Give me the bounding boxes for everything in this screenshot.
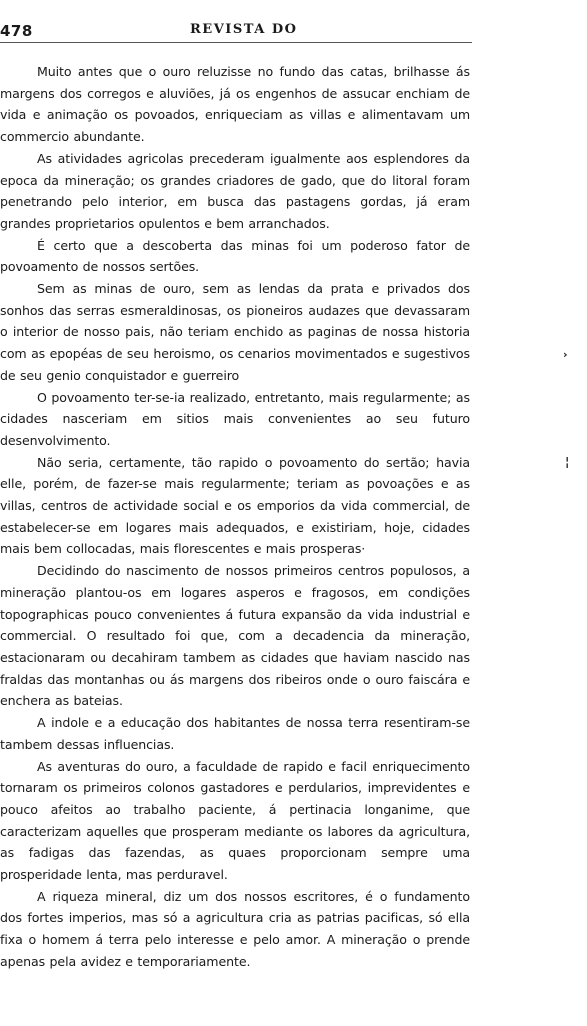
paragraph: Sem as minas de ouro, sem as lendas da prata e privados dos sonhos das serras esmeraldinosas, os pioneiros audazes que devassaram o interior de nosso pais, não teriam enchido as paginas de nossa historia com as epopéas de seu heroismo, os cenarios movimentados e sugestivos de seu genio conquistador e guerreiro: [0, 281, 470, 383]
paragraph: As aventuras do ouro, a faculdade de rapido e facil enriquecimento tornaram os primeiros colonos gastadores e perdularios, imprevidentes e pouco afeitos ao trabalho paciente, á pertinacia longanime, que caracterizam aquelles que prosperam mediante os labores da agricultura, as fadigas das fazendas, as quaes proporcionam sempre uma prosperidade lenta, mas perduravel.: [0, 758, 470, 883]
margin-mark: ¦: [565, 455, 570, 469]
paragraph: A riqueza mineral, diz um dos nossos escritores, é o fundamento dos fortes imperios, mas só a agricultura cria as patrias pacificas, só ella fixa o homem á terra pelo interesse e pelo amor. A mineração o prende apenas pela avidez e temporariamente.: [0, 888, 470, 969]
body-text: [0, 61, 470, 973]
paragraph: Decidindo do nascimento de nossos primeiros centros populosos, a mineração plantou-os em logares asperos e fragosos, em condições topographicas pouco convenientes á futura expansão da vida industrial e commercial. O resultado foi que, com a decadencia da mineração, estacionaram ou decahiram tambem as cidades que haviam nascido nas fraldas das montanhas ou ás margens dos ribeiros onde o ouro faiscára e enchera as bateias.: [0, 563, 470, 709]
paragraph: Muito antes que o ouro reluzisse no fundo das catas, brilhasse ás margens dos corregos e aluviões, já os engenhos de assucar enchiam de vida e animação os povoados, enriqueciam as villas e alimentavam um commercio abundante.: [0, 64, 470, 145]
journal-title: REVISTA DO: [190, 22, 298, 37]
paragraph: As atividades agricolas precederam igualmente aos esplendores da epoca da mineração; os grandes criadores de gado, que do litoral foram penetrando pelo interior, em busca das pastagens gordas, já eram grandes proprietarios opulentos e bem arranchados.: [0, 150, 470, 231]
paragraph: É certo que a descoberta das minas foi um poderoso fator de povoamento de nossos sertões.: [0, 237, 470, 275]
running-head: [0, 20, 472, 43]
paragraph: A indole e a educação dos habitantes de nossa terra resentiram-se tambem dessas influencias.: [0, 715, 470, 752]
paragraph: O povoamento ter-se-ia realizado, entretanto, mais regularmente; as cidades nasceriam em sitios mais convenientes ao seu futuro desenvolvimento.: [0, 389, 470, 448]
page-number: 478: [0, 22, 33, 40]
paragraph: Não seria, certamente, tão rapido o povoamento do sertão; havia elle, porém, de fazer-se mais regularmente; teriam as povoações e as villas, centros de actividade social e os emporios da vida commercial, de estabelecer-se em logares mais adequados, e existiriam, hoje, cidades mais bem collocadas, mais florescentes e mais prosperas·: [0, 454, 470, 557]
margin-mark: ›: [563, 348, 568, 361]
